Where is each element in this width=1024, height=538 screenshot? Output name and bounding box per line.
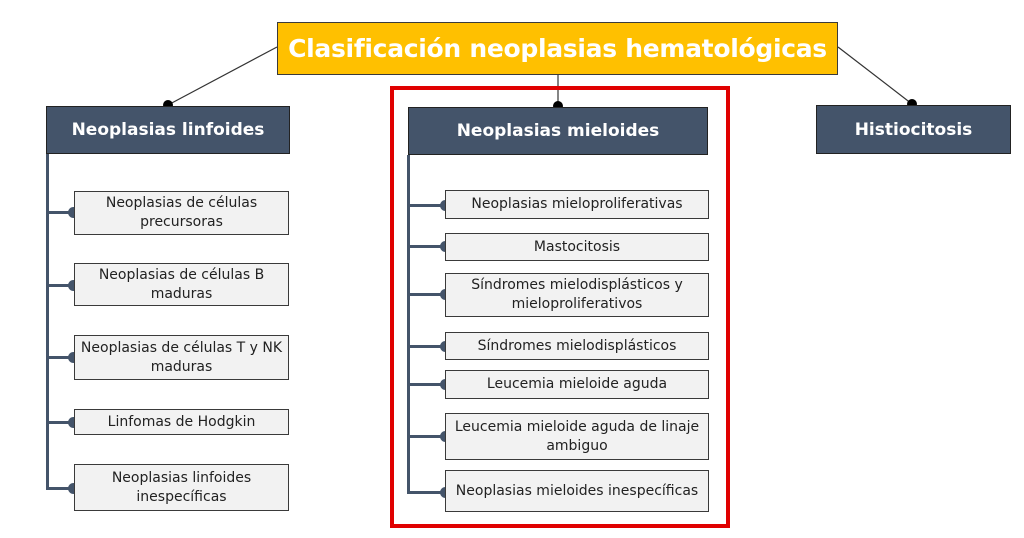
leaf-mieloides-5: Leucemia mieloide aguda [445,370,709,399]
leaf-mieloides-3: Síndromes mielodisplásticos y mieloproliferativos [445,273,709,317]
tree-trunk-linfoides [46,154,49,489]
diagram-title: Clasificación neoplasias hematológicas [277,22,838,75]
category-header-linfoides: Neoplasias linfoides [46,106,290,154]
leaf-mieloides-2: Mastocitosis [445,233,709,261]
leaf-linfoides-2: Neoplasias de células B maduras [74,263,289,306]
leaf-linfoides-3: Neoplasias de células T y NK maduras [74,335,289,380]
leaf-mieloides-1: Neoplasias mieloproliferativas [445,190,709,219]
leaf-linfoides-4: Linfomas de Hodgkin [74,409,289,435]
leaf-mieloides-7: Neoplasias mieloides inespecíficas [445,470,709,512]
category-header-mieloides: Neoplasias mieloides [408,107,708,155]
leaf-mieloides-6: Leucemia mieloide aguda de linaje ambiguo [445,413,709,460]
leaf-mieloides-4: Síndromes mielodisplásticos [445,332,709,360]
category-header-histiocitosis: Histiocitosis [816,105,1011,154]
leaf-linfoides-5: Neoplasias linfoides inespecíficas [74,464,289,511]
leaf-linfoides-1: Neoplasias de células precursoras [74,191,289,235]
